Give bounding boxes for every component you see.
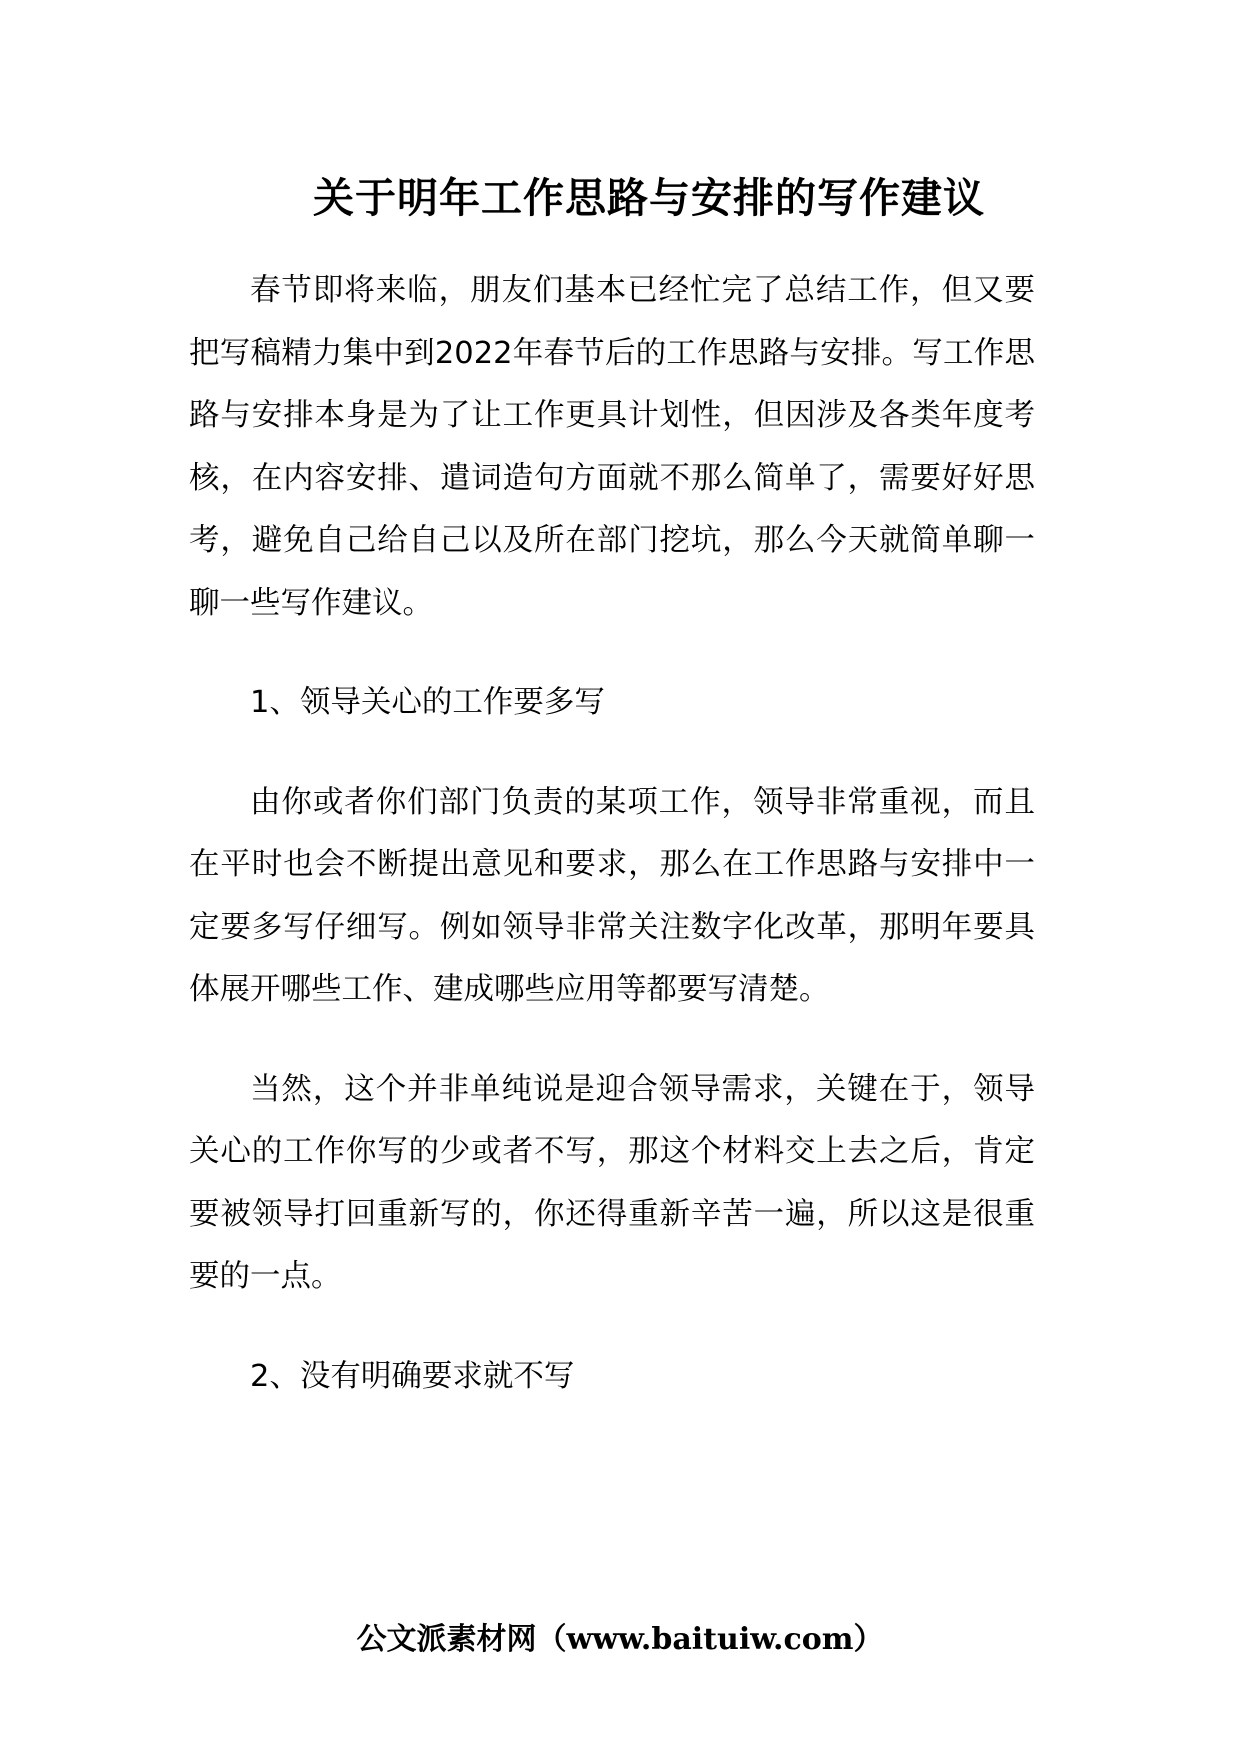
section-heading-2: 2、没有明确要求就不写 [250, 1358, 575, 1394]
document-body [189, 260, 1035, 1445]
page-footer: 公文派素材网（www.baituiw.com） [356, 1622, 884, 1657]
document-title: 关于明年工作思路与安排的写作建议 [313, 174, 985, 222]
paragraph-section-1-a: 由你或者你们部门负责的某项工作，领导非常重视，而且在平时也会不断提出意见和要求，那么在工作思路与安排中一定要多写仔细写。例如领导非常关注数字化改革，那明年要具体展开哪些工作、建成哪些应用等都要写清楚。 [189, 784, 1035, 1007]
paragraph-intro: 春节即将来临，朋友们基本已经忙完了总结工作，但又要把写稿精力集中到2022年春节后的工作思路与安排。写工作思路与安排本身是为了让工作更具计划性，但因涉及各类年度考核，在内容安排、遣词造句方面就不那么简单了，需要好好思考，避免自己给自己以及所在部门挖坑，那么今天就简单聊一聊一些写作建议。 [189, 273, 1035, 621]
paragraph-section-1-b: 当然，这个并非单纯说是迎合领导需求，关键在于，领导关心的工作你写的少或者不写，那这个材料交上去之后，肯定要被领导打回重新写的，你还得重新辛苦一遍，所以这是很重要的一点。 [189, 1071, 1035, 1294]
section-heading-1: 1、领导关心的工作要多写 [250, 685, 605, 720]
